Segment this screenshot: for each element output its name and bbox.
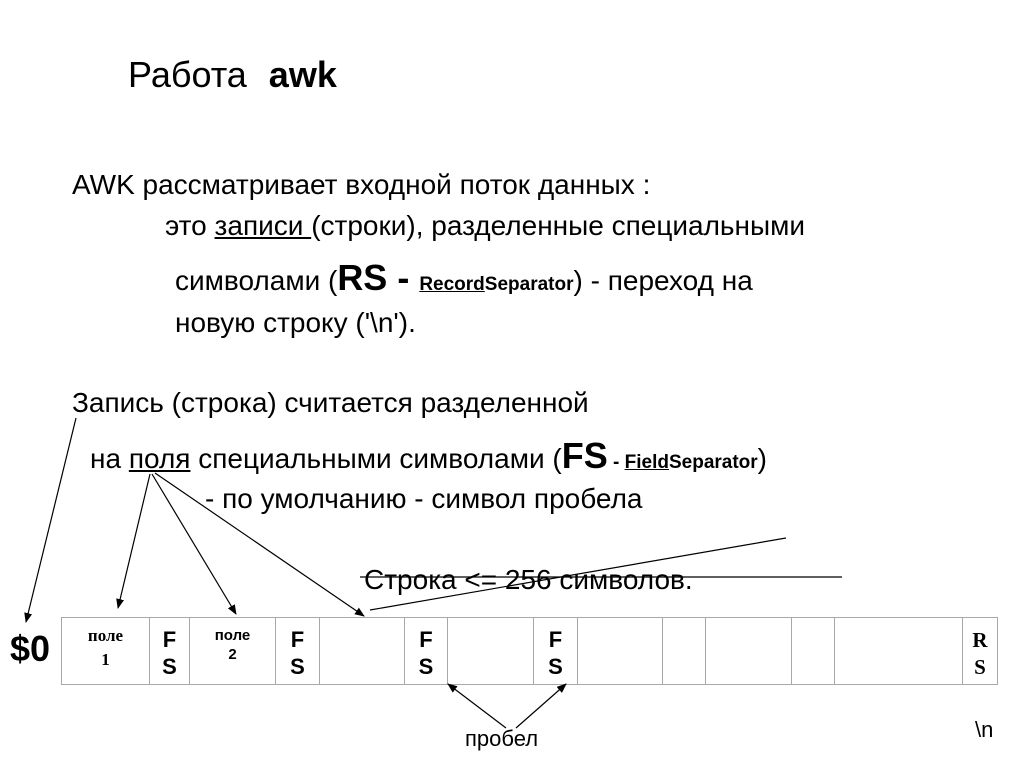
fs-dash: - bbox=[607, 452, 625, 473]
cell-fs-4-f: F bbox=[548, 627, 563, 652]
space-label: пробел bbox=[465, 726, 539, 751]
p2-line1: Запись (строка) считается разделенной bbox=[72, 387, 589, 418]
cell-fs-3-s: S bbox=[418, 654, 434, 679]
p1-line2-post: (строки), разделенные специальными bbox=[311, 210, 805, 241]
p2-line2-post: ) bbox=[757, 443, 767, 474]
newline-label: \n bbox=[975, 717, 994, 742]
arrow-space-right bbox=[516, 684, 566, 728]
arrow-field-1 bbox=[118, 474, 150, 608]
field-word: Field bbox=[624, 452, 669, 473]
cell-rs-s: S bbox=[974, 655, 986, 679]
arrow-field-3 bbox=[155, 473, 364, 616]
title-awk: awk bbox=[268, 54, 337, 95]
records-term: записи bbox=[214, 210, 312, 241]
strike-diagonal bbox=[370, 538, 786, 610]
string-length-note: Строка <= 256 символов. bbox=[364, 564, 693, 595]
cell-fs-3-f: F bbox=[419, 627, 433, 652]
p1-line2-pre: это bbox=[165, 210, 215, 241]
cell-fs-1-s: S bbox=[162, 654, 177, 679]
rs-term: RS bbox=[337, 257, 388, 298]
dollar-zero-label: $0 bbox=[10, 628, 51, 669]
p1-line1: AWK рассматривает входной поток данных : bbox=[72, 169, 651, 200]
p1-line4: новую строку ('\n'). bbox=[175, 307, 416, 338]
arrow-record-to-dollar0 bbox=[26, 418, 76, 622]
arrow-field-2 bbox=[152, 474, 236, 614]
fields-term: поля bbox=[128, 443, 191, 474]
p2-line2-pre: на bbox=[90, 443, 129, 474]
cell-fs-4-s: S bbox=[548, 654, 563, 679]
p1-line3-pre: символами ( bbox=[175, 265, 338, 296]
p2-line3: - по умолчанию - символ пробела bbox=[205, 483, 643, 514]
p2-line2-mid: специальными символами ( bbox=[190, 443, 562, 474]
fs-term: FS bbox=[561, 435, 608, 476]
cell-fs-2-f: F bbox=[290, 627, 305, 652]
cell-field-2-word: поле bbox=[214, 627, 251, 644]
title-prefix: Работа bbox=[128, 54, 247, 95]
record-word: Record bbox=[419, 274, 485, 295]
cell-field-1-word: поле bbox=[87, 626, 124, 645]
rs-dash: - bbox=[387, 257, 420, 298]
p1-line3-post: ) - переход на bbox=[573, 265, 753, 296]
cell-fs-2-s: S bbox=[290, 654, 305, 679]
record-separator-word: Separator bbox=[484, 274, 574, 295]
cell-field-2-num: 2 bbox=[228, 646, 237, 663]
field-separator-word: Separator bbox=[668, 452, 758, 473]
arrow-space-left bbox=[448, 684, 506, 728]
cell-fs-1-f: F bbox=[162, 627, 177, 652]
cell-field-1-num: 1 bbox=[101, 650, 110, 669]
cell-rs-r: R bbox=[972, 628, 988, 652]
